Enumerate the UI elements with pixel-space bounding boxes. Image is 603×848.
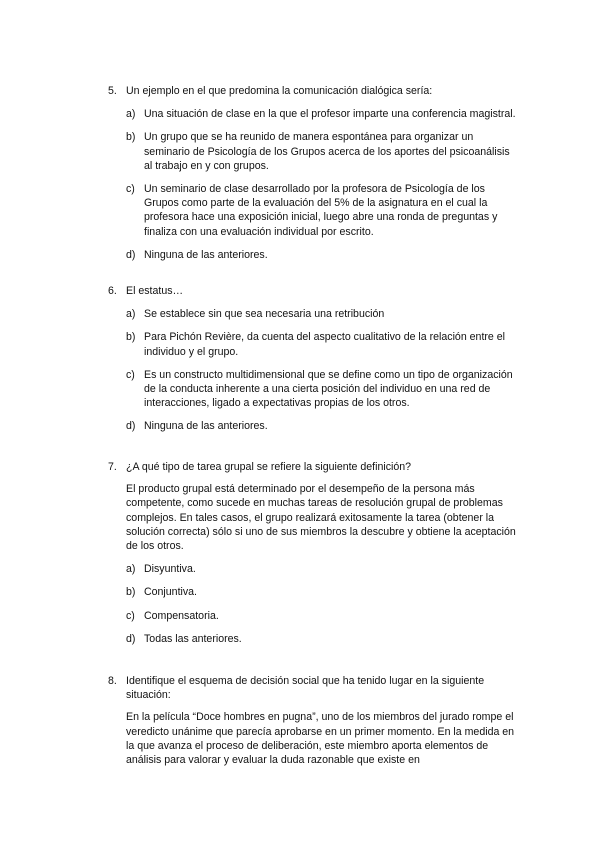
question-5-prompt [108,84,518,98]
option-text: Una situación de clase en la que el profesor imparte una conferencia magistral. [144,108,516,121]
option-letter: c) [126,368,135,381]
question-text: Un ejemplo en el que predomina la comunicación dialógica sería: [126,85,433,97]
option-b [108,330,518,358]
option-letter: a) [126,308,136,321]
option-b [108,130,518,173]
option-letter: d) [126,420,136,433]
option-letter: b) [126,131,136,144]
question-8 [108,674,518,767]
option-letter: b) [126,331,136,344]
option-text: Todas las anteriores. [144,632,242,645]
option-letter: c) [126,609,135,622]
option-a [108,562,518,576]
option-text: Un grupo que se ha reunido de manera espontánea para organizar un seminario de Psicología de los Grupos acerca de los aportes del psicoanálisis al trabajo en y con grupos. [144,131,510,172]
option-text: Compensatoria. [144,609,219,622]
options-list [108,562,518,646]
option-c [108,609,518,623]
option-d [108,248,518,262]
question-text: ¿A qué tipo de tarea grupal se refiere la siguiente definición? [126,461,412,473]
option-text: Se establece sin que sea necesaria una retribución [144,308,385,321]
options-list [108,307,518,433]
option-letter: b) [126,586,136,599]
question-7-prompt [108,460,518,474]
question-7-definition: El producto grupal está determinado por el desempeño de la persona más competente, como sucede en muchas tareas de resolución grupal de problemas complejos. En tales casos, el grupo realizará exitosamente la tarea (obtener la solución correcta) sólo si uno de sus miembros la descubre y obtiene la aceptación de los otros. [126,483,516,553]
option-text: Es un constructo multidimensional que se define como un tipo de organización de la conducta inherente a una cierta posición del individuo en una red de interacciones, ligado a expectativas propias de los otros. [144,368,513,410]
option-letter: c) [126,183,135,196]
question-text: El estatus… [126,285,184,297]
question-text: Identifique el esquema de decisión social que ha tenido lugar en la siguiente situación: [126,675,485,702]
option-c [108,368,518,411]
option-b [108,585,518,599]
question-number: 6. [108,285,117,297]
question-7 [108,460,518,646]
option-d [108,419,518,433]
option-letter: a) [126,563,136,576]
option-a [108,307,518,321]
question-number: 7. [108,461,117,473]
question-6-prompt [108,284,518,298]
question-8-situation: En la película “Doce hombres en pugna”, uno de los miembros del jurado rompe el veredicto unánime que parecía aprobarse en un primer momento. En la medida en la que avanza el proceso de deliberación, este miembro aporta elementos de análisis para valorar y evaluar la duda razonable que existe en [126,711,515,767]
option-text: Para Pichón Revière, da cuenta del aspecto cualitativo de la relación entre el individuo y el grupo. [144,331,505,358]
option-letter: d) [126,632,136,645]
option-c [108,182,518,239]
question-number: 8. [108,675,117,687]
option-letter: d) [126,248,136,261]
option-a [108,107,518,121]
question-6 [108,284,518,434]
option-letter: a) [126,108,136,121]
option-d [108,632,518,646]
option-text: Conjuntiva. [144,586,197,599]
question-number: 5. [108,85,117,97]
option-text: Ninguna de las anteriores. [144,420,268,433]
option-text: Disyuntiva. [144,563,196,576]
option-text: Un seminario de clase desarrollado por la profesora de Psicología de los Grupos como parte de la evaluación del 5% de la asignatura en el cual la profesora hace una exposición inicial, luego abre una ronda de preguntas y finaliza con una evaluación individual por escrito. [144,183,498,238]
option-text: Ninguna de las anteriores. [144,248,268,261]
options-list [108,107,518,262]
question-8-prompt [108,674,518,702]
question-5 [108,84,518,262]
